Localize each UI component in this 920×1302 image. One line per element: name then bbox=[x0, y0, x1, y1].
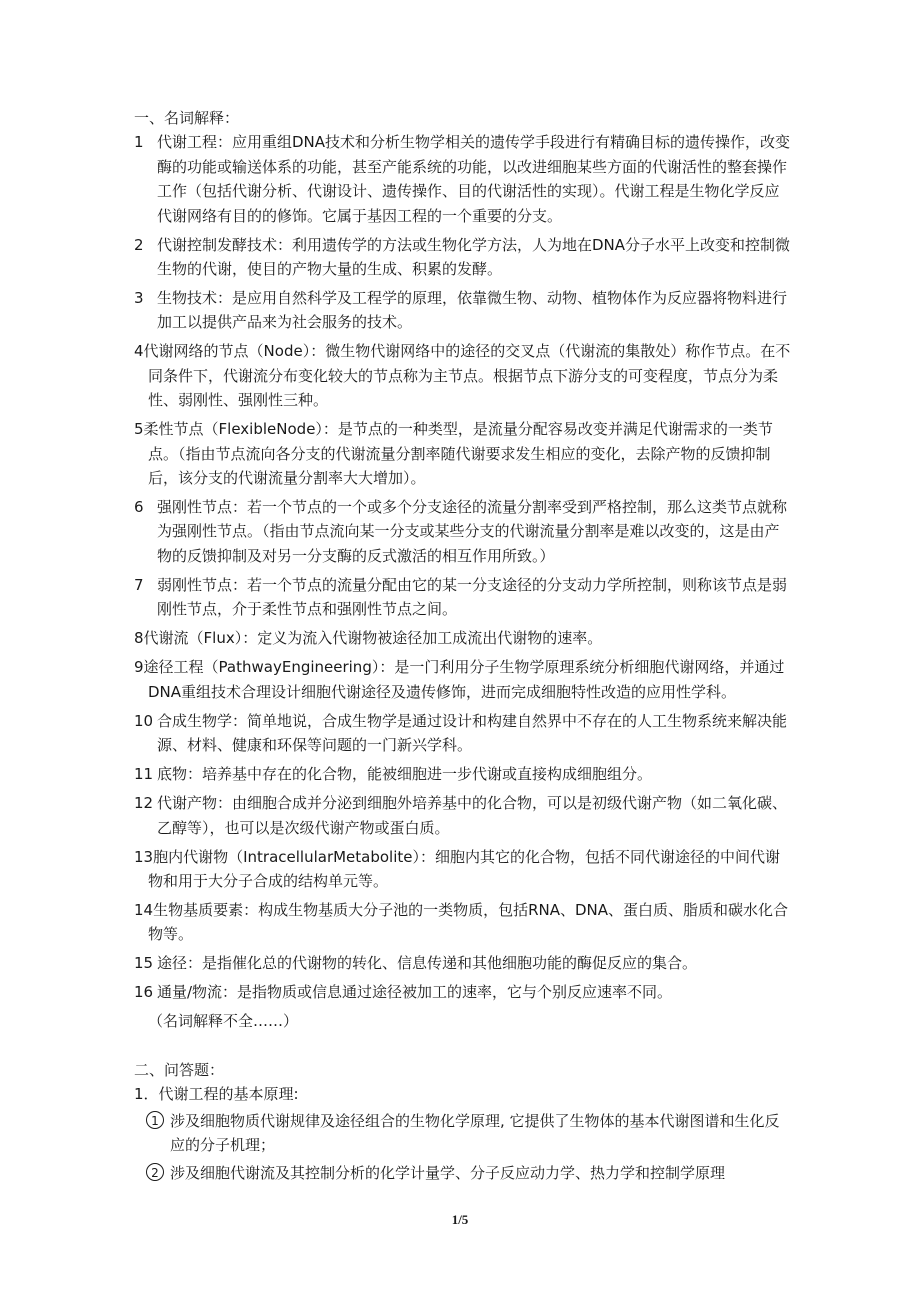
glossary-term: 9途径工程（PathwayEngineering）：是一门利用分子生物学原理系统分析细胞代谢网络，并通过DNA重组技术合理设计细胞代谢途径及遗传修饰，进而完成细胞特性改造的应用性学科。 bbox=[134, 658, 785, 701]
glossary-term: 8代谢流（Flux）：定义为流入代谢物被途径加工成流出代谢物的速率。 bbox=[134, 629, 603, 648]
glossary-note: （名词解释不全……） bbox=[148, 1012, 299, 1031]
page-number: 1/5 bbox=[451, 1212, 469, 1227]
circled-number-icon: 1 bbox=[146, 1111, 164, 1129]
glossary-term: 11 底物：培养基中存在的化合物，能被细胞进一步代谢或直接构成细胞组分。 bbox=[134, 765, 653, 784]
document-body bbox=[134, 106, 794, 1190]
glossary-list bbox=[134, 130, 794, 1004]
question-heading: 1．代谢工程的基本原理: bbox=[134, 1085, 299, 1104]
answer-point: 2 涉及细胞代谢流及其控制分析的化学计量学、分子反应动力学、热力学和控制学原理 bbox=[134, 1161, 794, 1185]
glossary-term: 1 代谢工程：应用重组DNA技术和分析生物学相关的遗传学手段进行有精确目标的遗传操作，改变酶的功能或输送体系的功能，甚至产能系统的功能，以改进细胞某些方面的代谢活性的整套操作工作（包括代谢分析、代谢设计、遗传操作、目的代谢活性的实现）。代谢工程是生物化学反应代谢网络有目的的修饰。它属于基因工程的一个重要的分支。 bbox=[134, 133, 791, 225]
circled-number-icon: 2 bbox=[146, 1163, 164, 1181]
glossary-term: 6 强刚性节点：若一个节点的一个或多个分支途径的流量分割率受到严格控制，那么这类节点就称为强刚性节点。（指由节点流向某一分支或某些分支的代谢流量分割率是难以改变的，这是由产物的反馈抑制及对另一分支酶的反式激活的相互作用所致。） bbox=[134, 498, 788, 565]
glossary-term: 10 合成生物学：简单地说，合成生物学是通过设计和构建自然界中不存在的人工生物系统来解决能源、材料、健康和环保等问题的一门新兴学科。 bbox=[134, 711, 788, 755]
answer-point: 1 涉及细胞物质代谢规律及途径组合的生物化学原理, 它提供了生物体的基本代谢图谱和生化反应的分子机理； bbox=[134, 1109, 794, 1158]
glossary-term: 14生物基质要素：构成生物基质大分子池的一类物质，包括RNA、DNA、蛋白质、脂质和碳水化合物等。 bbox=[134, 900, 789, 944]
glossary-term: 12 代谢产物：由细胞合成并分泌到细胞外培养基中的化合物，可以是初级代谢产物（如二氧化碳、乙醇等），也可以是次级代谢产物或蛋白质。 bbox=[134, 794, 788, 837]
glossary-term: 2 代谢控制发酵技术：利用遗传学的方法或生物化学方法，人为地在DNA分子水平上改变和控制微生物的代谢，使目的产物大量的生成、积累的发酵。 bbox=[134, 235, 791, 279]
glossary-term: 3 生物技术：是应用自然科学及工程学的原理，依靠微生物、动物、植物体作为反应器将物料进行加工以提供产品来为社会服务的技术。 bbox=[134, 289, 788, 332]
glossary-term: 5柔性节点（FlexibleNode）：是节点的一种类型，是流量分配容易改变并满足代谢需求的一类节点。（指由节点流向各分支的代谢流量分割率随代谢要求发生相应的变化，去除产物的反馈抑制后，该分支的代谢流量分割率大大增加）。 bbox=[134, 420, 773, 488]
section-spacer bbox=[134, 1034, 794, 1058]
section-title-qa: 二、问答题： bbox=[134, 1060, 225, 1079]
section-title-glossary: 一、名词解释： bbox=[134, 109, 240, 127]
glossary-term: 4代谢网络的节点（Node）：微生物代谢网络中的途径的交叉点（代谢流的集散处）称作节点。在不同条件下，代谢流分布变化较大的节点称为主节点。根据节点下游分支的可变程度，节点分为柔性、弱刚性、强刚性三种。 bbox=[134, 342, 791, 410]
glossary-term: 13胞内代谢物（IntracellularMetabolite）：细胞内其它的化合物，包括不同代谢途径的中间代谢物和用于大分子合成的结构单元等。 bbox=[134, 847, 780, 890]
glossary-term: 15 途径：是指催化总的代谢物的转化、信息传递和其他细胞功能的酶促反应的集合。 bbox=[134, 954, 698, 973]
glossary-term: 7 弱刚性节点：若一个节点的流量分配由它的某一分支途径的分支动力学所控制，则称该节点是弱刚性节点，介于柔性节点和强刚性节点之间。 bbox=[134, 575, 788, 619]
glossary-term: 16 通量/物流：是指物质或信息通过途径被加工的速率，它与个别反应速率不同。 bbox=[134, 983, 673, 1002]
